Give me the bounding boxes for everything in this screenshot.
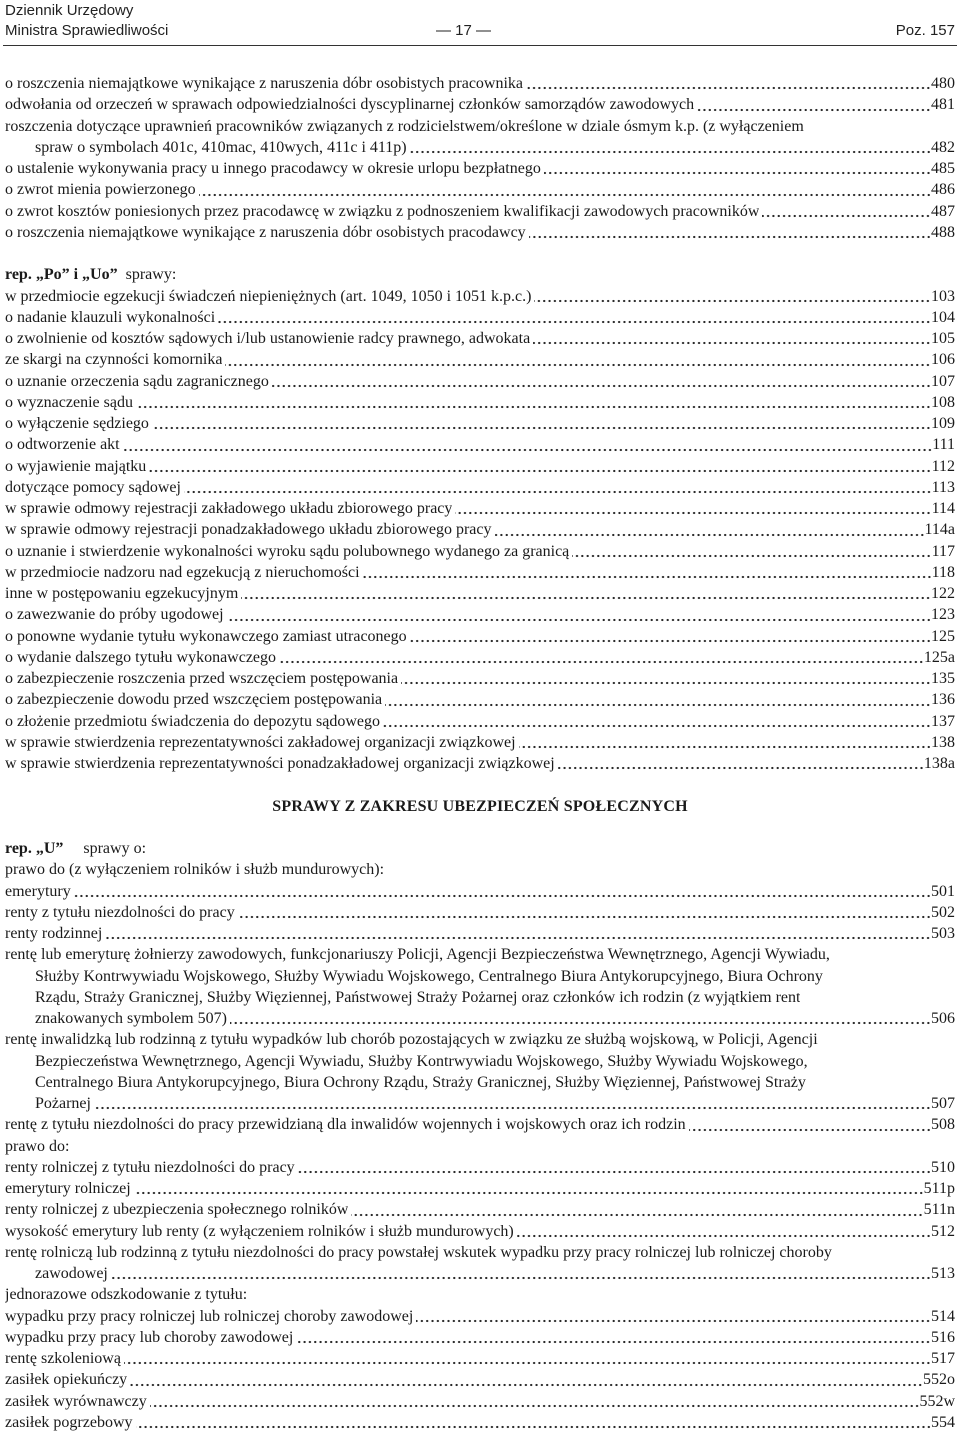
journal-title-line2: Ministra Sprawiedliwości xyxy=(5,22,169,39)
dot-leader xyxy=(111,1263,931,1284)
index-entry xyxy=(5,179,955,200)
dot-leader xyxy=(225,349,931,370)
entry-line xyxy=(5,158,955,179)
dot-leader xyxy=(136,392,931,413)
entry-text: o uznanie i stwierdzenie wykonalności wyroku sądu polubownego wydanego za granicą xyxy=(5,542,570,560)
dot-leader xyxy=(689,1114,931,1135)
repertory-conjunction: i xyxy=(73,266,79,284)
entry-text: rentę rolniczą lub rodzinną z tytułu niezdolności do pracy powstałej wskutek wypadku przy pracy rolniczej lub rolniczej choroby xyxy=(5,1243,832,1261)
entry-symbol: 501 xyxy=(931,882,955,900)
index-entry xyxy=(5,753,955,774)
entry-symbol: 125a xyxy=(923,648,955,666)
entry-symbol: 513 xyxy=(931,1265,955,1282)
entry-line xyxy=(5,498,955,519)
entry-text: zasiłek wyrównawczy xyxy=(5,1392,147,1410)
entry-text: rentę lub emeryturę żołnierzy zawodowych, funkcjonariuszy Policji, Agencji Bezpieczeństwa Wewnętrznego, Agencji Wywiadu, xyxy=(5,946,830,964)
entry-symbol: 123 xyxy=(931,606,955,624)
entry-line xyxy=(5,753,955,774)
dot-leader xyxy=(298,1157,931,1178)
entry-line xyxy=(5,1029,955,1050)
index-entry xyxy=(5,116,955,159)
index-entry xyxy=(5,201,955,222)
entry-text: renty z tytułu niezdolności do pracy xyxy=(5,903,235,921)
dot-leader xyxy=(383,711,931,732)
entry-line xyxy=(5,881,955,902)
dot-leader xyxy=(517,1221,931,1242)
repertory-label: rep. xyxy=(5,840,32,857)
dot-leader xyxy=(105,923,931,944)
index-entry xyxy=(5,477,955,498)
entry-line xyxy=(5,1136,955,1157)
entry-text: Centralnego Biura Antykorupcyjnego, Biura Ochrony Rządu, Straży Granicznej, Służby Więziennej, Państwowej Straży xyxy=(35,1073,806,1091)
index-entry xyxy=(5,1199,955,1220)
entry-line xyxy=(5,1327,955,1348)
entry-text: o zabezpieczenie dowodu przed wszczęciem postępowania xyxy=(5,691,383,709)
entry-text: o wydanie dalszego tytułu wykonawczego xyxy=(5,648,277,666)
dot-leader xyxy=(363,562,932,583)
symbol-index xyxy=(5,73,955,1433)
repertory-heading-u xyxy=(5,838,955,859)
dot-leader xyxy=(455,498,931,519)
entry-symbol: 552w xyxy=(919,1392,955,1410)
entry-text: odwołania od orzeczeń w sprawach odpowiedzialności dyscyplinarnej członków samorządów zawodowych xyxy=(5,96,695,114)
entry-line xyxy=(5,392,955,413)
entry-symbol: 108 xyxy=(931,393,955,411)
journal-title-line1: Dziennik Urzędowy xyxy=(5,2,134,19)
po-uo-cases-list xyxy=(5,286,955,775)
entry-text: o zwrot mienia powierzonego xyxy=(5,181,196,199)
entry-symbol: 502 xyxy=(931,903,955,921)
entry-line xyxy=(5,1391,955,1412)
entry-text: zawodowej xyxy=(35,1265,108,1282)
dot-leader xyxy=(134,1178,924,1199)
header-rule xyxy=(3,45,957,46)
entry-text: o roszczenia niemajątkowe wynikające z naruszenia dóbr osobistych pracodawcy xyxy=(5,223,526,241)
entry-text: o nadanie klauzuli wykonalności xyxy=(5,308,216,326)
dot-leader xyxy=(296,1327,931,1348)
index-entry xyxy=(5,923,955,944)
repertory-label: rep. xyxy=(5,266,32,284)
index-entry xyxy=(5,668,955,689)
entry-line xyxy=(5,944,955,965)
entry-line xyxy=(5,413,955,434)
index-entry xyxy=(5,647,955,668)
entry-symbol: 113 xyxy=(931,478,955,496)
entry-line xyxy=(5,689,955,710)
entry-line xyxy=(5,1199,955,1220)
dot-leader xyxy=(94,1093,931,1114)
dot-leader xyxy=(544,158,931,179)
index-entry xyxy=(5,626,955,647)
entry-symbol: 103 xyxy=(931,287,955,305)
entry-text: w sprawie stwierdzenia reprezentatywności zakładowej organizacji związkowej xyxy=(5,733,516,751)
index-entry xyxy=(5,1114,955,1135)
page-number: — 17 — xyxy=(436,22,492,39)
entry-text: roszczenia dotyczące uprawnień pracowników związanych z rodzicielstwem/określone w dziale ósmym k.p. (z wyłączeniem xyxy=(5,117,804,135)
entry-text: emerytury rolniczej xyxy=(5,1180,131,1197)
entry-symbol: 107 xyxy=(931,372,955,390)
entry-line xyxy=(5,1008,955,1029)
entry-symbol: 554 xyxy=(931,1413,955,1431)
entry-symbol: 114 xyxy=(931,500,955,517)
entry-line xyxy=(5,94,955,115)
entry-symbol: 105 xyxy=(931,330,955,347)
entry-text: prawo do: xyxy=(5,1137,70,1155)
index-entry xyxy=(5,1391,955,1412)
labor-cases-list xyxy=(5,73,955,243)
dot-leader xyxy=(149,456,931,477)
entry-text: o złożenie przedmiotu świadczenia do depozytu sądowego xyxy=(5,712,380,730)
entry-line xyxy=(5,583,955,604)
entry-line xyxy=(5,286,955,307)
entry-symbol: 507 xyxy=(931,1095,955,1112)
index-entry xyxy=(5,222,955,243)
index-entry xyxy=(5,158,955,179)
entry-text: o zabezpieczenie roszczenia przed wszczęciem postępowania xyxy=(5,670,399,687)
entry-symbol: 114a xyxy=(924,521,955,539)
entry-symbol: 118 xyxy=(931,563,955,581)
entry-symbol: 482 xyxy=(931,138,955,156)
entry-text: w przedmiocie egzekucji świadczeń niepieniężnych (art. 1049, 1050 i 1051 k.p.c.) xyxy=(5,287,532,305)
index-entry xyxy=(5,392,955,413)
entry-line xyxy=(5,328,955,349)
index-entry xyxy=(5,498,955,519)
entry-text: o wyznaczenie sądu xyxy=(5,393,133,411)
entry-symbol: 104 xyxy=(931,308,955,326)
entry-symbol: 517 xyxy=(931,1350,955,1367)
entry-text: emerytury xyxy=(5,882,71,900)
entry-symbol: 510 xyxy=(931,1158,955,1176)
dot-leader xyxy=(697,94,931,115)
entry-line xyxy=(5,987,955,1008)
entry-line xyxy=(5,137,955,158)
entry-symbol: 481 xyxy=(931,96,955,114)
dot-leader xyxy=(152,413,931,434)
index-entry xyxy=(5,94,955,115)
entry-line xyxy=(5,1072,955,1093)
entry-line xyxy=(5,307,955,328)
section-heading: SPRAWY Z ZAKRESU UBEZPIECZEŃ SPOŁECZNYCH xyxy=(272,797,688,815)
entry-line xyxy=(5,434,955,455)
repertory-suffix: sprawy o: xyxy=(83,840,147,857)
index-entry xyxy=(5,732,955,753)
index-entry xyxy=(5,1157,955,1178)
entry-line xyxy=(5,1051,955,1072)
entry-line xyxy=(5,732,955,753)
entry-text: rentę szkoleniową xyxy=(5,1350,121,1367)
entry-text: ze skargi na czynności komornika xyxy=(5,351,223,369)
dot-leader xyxy=(416,1306,931,1327)
dot-leader xyxy=(558,753,924,774)
index-entry xyxy=(5,1327,955,1348)
index-entry xyxy=(5,689,955,710)
dot-leader xyxy=(227,604,931,625)
dot-leader xyxy=(230,1008,931,1029)
entry-line xyxy=(5,179,955,200)
index-entry xyxy=(5,349,955,370)
list-subheading xyxy=(5,1284,955,1305)
repertory-heading-po-uo xyxy=(5,264,955,285)
entry-symbol: 488 xyxy=(931,223,955,241)
index-entry xyxy=(5,1306,955,1327)
entry-symbol: 117 xyxy=(931,542,955,560)
entry-line xyxy=(5,1412,955,1433)
index-entry xyxy=(5,1178,955,1199)
index-entry xyxy=(5,1242,955,1285)
entry-text: renty rodzinnej xyxy=(5,925,103,942)
index-entry xyxy=(5,73,955,94)
entry-symbol: 112 xyxy=(931,457,955,475)
index-entry xyxy=(5,413,955,434)
entry-text: zasiłek pogrzebowy xyxy=(5,1413,133,1431)
entry-line xyxy=(5,1114,955,1135)
entry-symbol: 552o xyxy=(923,1371,955,1389)
entry-line xyxy=(5,1306,955,1327)
dot-leader xyxy=(279,647,924,668)
index-entry xyxy=(5,1221,955,1242)
dot-leader xyxy=(238,902,931,923)
entry-text: rentę inwalidzką lub rodzinną z tytułu wypadków lub chorób pozostających w związku ze służbą wojskową, w Policji, Agencji xyxy=(5,1031,818,1049)
entry-symbol: 109 xyxy=(931,415,955,432)
dot-leader xyxy=(74,881,931,902)
entry-text: znakowanych symbolem 507) xyxy=(35,1010,227,1027)
entry-text: o zwrot kosztów poniesionych przez pracodawcę w związku z podnoszeniem kwalifikacji zawodowych pracowników xyxy=(5,202,760,220)
entry-line xyxy=(5,1369,955,1390)
entry-line xyxy=(5,1263,955,1284)
dot-leader xyxy=(385,689,931,710)
entry-text: renty rolniczej z tytułu niezdolności do pracy xyxy=(5,1158,295,1176)
entry-text: Bezpieczeństwa Wewnętrznego, Agencji Wywiadu, Służby Kontrwywiadu Wojskowego, Służby Wywiadu Wojskowego, xyxy=(35,1052,808,1070)
entry-text: w sprawie odmowy rejestracji ponadzakładowego układu zbiorowego pracy xyxy=(5,521,492,539)
dot-leader xyxy=(130,1369,923,1390)
dot-leader xyxy=(529,222,931,243)
dot-leader xyxy=(526,73,931,94)
entry-symbol: 516 xyxy=(931,1328,955,1346)
entry-line xyxy=(5,1242,955,1263)
dot-leader xyxy=(218,307,931,328)
entry-symbol: 137 xyxy=(931,712,955,730)
index-entry xyxy=(5,286,955,307)
entry-line xyxy=(5,859,955,880)
entry-text: wypadku przy pracy lub choroby zawodowej xyxy=(5,1328,294,1346)
entry-text: Służby Kontrwywiadu Wojskowego, Służby Wywiadu Wojskowego, Centralnego Biura Antykorupcyjnego, Biura Ochrony xyxy=(35,967,823,985)
entry-text: Pożarnej xyxy=(35,1095,91,1112)
entry-line xyxy=(5,371,955,392)
entry-text: o zawezwanie do próby ugodowej xyxy=(5,606,224,624)
entry-text: o uznanie orzeczenia sądu zagranicznego xyxy=(5,372,269,390)
entry-line xyxy=(5,349,955,370)
index-entry xyxy=(5,371,955,392)
dot-leader xyxy=(410,137,931,158)
entry-text: o ponowne wydanie tytułu wykonawczego zamiast utraconego xyxy=(5,627,407,645)
list-subheading xyxy=(5,1136,955,1157)
entry-symbol: 106 xyxy=(931,351,955,369)
entry-text: wysokość emerytury lub renty (z wyłączeniem rolników i służb mundurowych) xyxy=(5,1222,514,1240)
entry-line xyxy=(5,116,955,137)
entry-line xyxy=(5,1284,955,1305)
dot-leader xyxy=(401,668,931,689)
entry-symbol: 487 xyxy=(931,202,955,220)
entry-text: w sprawie odmowy rejestracji zakładowego układu zbiorowego pracy xyxy=(5,500,453,517)
entry-symbol: 111 xyxy=(932,436,955,454)
list-subheading xyxy=(5,859,955,880)
index-entry xyxy=(5,519,955,540)
entry-line xyxy=(5,1348,955,1369)
entry-symbol: 138a xyxy=(923,755,955,772)
entry-symbol: 486 xyxy=(931,181,955,199)
entry-symbol: 485 xyxy=(931,160,955,177)
entry-line xyxy=(5,562,955,583)
dot-leader xyxy=(199,179,931,200)
dot-leader xyxy=(351,1199,923,1220)
entry-text: jednorazowe odszkodowanie z tytułu: xyxy=(5,1286,248,1304)
spacer xyxy=(5,243,955,264)
entry-text: o wyłączenie sędziego xyxy=(5,415,149,432)
dot-leader xyxy=(410,626,931,647)
index-entry xyxy=(5,541,955,562)
repertory-code: „U” xyxy=(35,840,64,857)
entry-text: w przedmiocie nadzoru nad egzekucją z nieruchomości xyxy=(5,563,360,581)
entry-line xyxy=(5,519,955,540)
index-entry xyxy=(5,1412,955,1433)
index-entry xyxy=(5,434,955,455)
entry-text: o roszczenia niemajątkowe wynikające z naruszenia dóbr osobistych pracownika xyxy=(5,75,524,92)
entry-line xyxy=(5,73,955,94)
entry-line xyxy=(5,626,955,647)
entry-line xyxy=(5,966,955,987)
index-entry xyxy=(5,328,955,349)
repertory-suffix: sprawy: xyxy=(125,266,177,284)
entry-text: o odtworzenie akt xyxy=(5,436,120,454)
dot-leader xyxy=(123,434,933,455)
entry-line xyxy=(5,477,955,498)
entry-text: o zwolnienie od kosztów sądowych i/lub ustanowienie radcy prawnego, adwokata xyxy=(5,330,531,347)
entry-text: Rządu, Straży Granicznej, Służby Więziennej, Państwowej Straży Pożarnej oraz członków ich rodzin (z wyjątkiem rent xyxy=(35,988,801,1006)
index-entry xyxy=(5,562,955,583)
entry-symbol: 480 xyxy=(931,75,955,92)
entry-line xyxy=(5,711,955,732)
page-header xyxy=(0,0,960,48)
entry-symbol: 503 xyxy=(931,925,955,942)
entry-line xyxy=(5,1093,955,1114)
dot-leader xyxy=(572,541,931,562)
index-entry xyxy=(5,1369,955,1390)
entry-line xyxy=(5,604,955,625)
entry-text: renty rolniczej z ubezpieczenia społecznego rolników xyxy=(5,1201,349,1219)
entry-line xyxy=(5,668,955,689)
entry-text: zasiłek opiekuńczy xyxy=(5,1371,128,1389)
entry-symbol: 136 xyxy=(931,691,955,709)
entry-symbol: 512 xyxy=(931,1222,955,1240)
index-entry xyxy=(5,583,955,604)
index-entry xyxy=(5,711,955,732)
dot-leader xyxy=(519,732,931,753)
entry-symbol: 506 xyxy=(931,1010,955,1027)
repertory-code: „Po” xyxy=(35,266,70,284)
entry-line xyxy=(5,647,955,668)
dot-leader xyxy=(184,477,932,498)
entry-line xyxy=(5,541,955,562)
entry-symbol: 138 xyxy=(931,733,955,751)
entry-symbol: 514 xyxy=(931,1307,955,1325)
entry-line xyxy=(5,222,955,243)
entry-text: prawo do (z wyłączeniem rolników i służb mundurowych): xyxy=(5,861,385,879)
position-number: Poz. 157 xyxy=(895,22,955,39)
entry-symbol: 122 xyxy=(931,585,955,602)
entry-text: rentę z tytułu niezdolności do pracy przewidzianą dla inwalidów wojennych i wojskowych oraz ich rodzin xyxy=(5,1116,686,1134)
dot-leader xyxy=(124,1348,931,1369)
index-entry xyxy=(5,1348,955,1369)
dot-leader xyxy=(150,1391,920,1412)
entry-text: w sprawie stwierdzenia reprezentatywności ponadzakładowej organizacji związkowej xyxy=(5,755,555,772)
dot-leader xyxy=(136,1412,931,1433)
dot-leader xyxy=(241,583,931,604)
dot-leader xyxy=(533,328,931,349)
index-entry xyxy=(5,1029,955,1114)
entry-line xyxy=(5,923,955,944)
entry-line xyxy=(5,201,955,222)
entry-text: o wyjawienie majątku xyxy=(5,457,147,475)
index-entry xyxy=(5,456,955,477)
entry-line xyxy=(5,902,955,923)
index-entry xyxy=(5,881,955,902)
index-entry xyxy=(5,604,955,625)
entry-line xyxy=(5,456,955,477)
index-entry xyxy=(5,944,955,1029)
entry-text: inne w postępowaniu egzekucyjnym xyxy=(5,585,239,602)
dot-leader xyxy=(495,519,925,540)
entry-line xyxy=(5,1178,955,1199)
index-entry xyxy=(5,307,955,328)
entry-text: wypadku przy pracy rolniczej lub rolniczej choroby zawodowej xyxy=(5,1307,414,1325)
entry-text: dotyczące pomocy sądowej xyxy=(5,478,181,496)
repertory-code: „Uo” xyxy=(82,266,118,284)
entry-line xyxy=(5,1157,955,1178)
insurance-cases-list xyxy=(5,859,955,1433)
dot-leader xyxy=(534,286,931,307)
entry-line xyxy=(5,1221,955,1242)
dot-leader xyxy=(762,201,931,222)
entry-symbol: 508 xyxy=(931,1116,955,1134)
entry-text: spraw o symbolach 401c, 410mac, 410wych, 411c i 411p) xyxy=(35,138,407,156)
dot-leader xyxy=(272,371,931,392)
entry-symbol: 511n xyxy=(923,1201,955,1219)
entry-symbol: 125 xyxy=(931,627,955,645)
entry-symbol: 135 xyxy=(931,670,955,687)
index-entry xyxy=(5,902,955,923)
entry-text: o ustalenie wykonywania pracy u innego pracodawcy w okresie urlopu bezpłatnego xyxy=(5,160,541,177)
entry-symbol: 511p xyxy=(923,1180,955,1197)
